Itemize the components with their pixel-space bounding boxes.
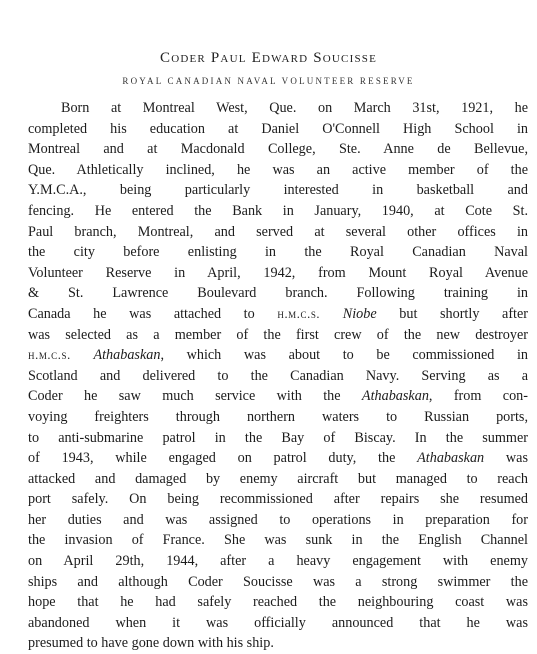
text-line: ships and although Coder Soucisse was a strong swimmer the	[28, 573, 528, 590]
text-line: was selected as a member of the first crew of the new destroyer	[28, 326, 528, 343]
ship-name-niobe: Niobe	[342, 305, 377, 322]
text-line: the city before enlisting in the Royal Canadian Naval	[28, 244, 528, 261]
page-title: Coder Paul Edward Soucisse	[159, 50, 378, 66]
text-line: port safely. On being recommissioned after repairs she resumed	[28, 491, 528, 508]
text-line: Paul branch, Montreal, and served at several other offices in	[28, 223, 528, 240]
text-line: Que. Athletically inclined, he was an active member of the	[28, 161, 528, 178]
ship-prefix: h.m.c.s.	[277, 306, 321, 321]
text-line: h.m.c.s. Athabaskan, which was about to be commissioned in	[28, 347, 529, 364]
text-line: abandoned when it was officially announced that he was	[28, 614, 528, 631]
text-line: & St. Lawrence Boulevard branch. Following training in	[28, 285, 528, 302]
body-paragraph	[28, 98, 528, 654]
text-line: voying freighters through northern waters to Russian ports,	[28, 408, 528, 425]
text-line: to anti-submarine patrol in the Bay of Biscay. In the summer	[28, 429, 528, 446]
text-line: of 1943, while engaged on patrol duty, the Athabaskan was	[28, 450, 528, 467]
text-line: Coder he saw much service with the Athabaskan, from con-	[28, 388, 528, 405]
text-line: attacked and damaged by enemy aircraft but managed to reach	[28, 470, 528, 487]
text-line: presumed to have gone down with his ship.	[28, 635, 274, 652]
text-line: hope that he had safely reached the neighbouring coast was	[28, 594, 528, 611]
text-line: Y.M.C.A., being particularly interested in basketball and	[28, 182, 528, 199]
text-line: completed his education at Daniel O'Connell High School in	[28, 120, 528, 137]
text-line: the invasion of France. She was sunk in the English Channel	[28, 532, 528, 549]
text-line: Born at Montreal West, Que. on March 31st, 1921, he	[61, 100, 528, 116]
text-line: Volunteer Reserve in April, 1942, from Mount Royal Avenue	[28, 264, 528, 281]
text-line: on April 29th, 1944, after a heavy engagement with enemy	[28, 553, 528, 570]
ship-name-athabaskan: Athabaskan	[361, 388, 429, 405]
text-line: Canada he was attached to h.m.c.s. Niobe but shortly after	[28, 305, 529, 322]
page-subtitle: ROYAL CANADIAN NAVAL VOLUNTEER RESERVE	[122, 76, 415, 86]
text-line: fencing. He entered the Bank in January, 1940, at Cote St.	[28, 202, 528, 219]
ship-name-athabaskan: Athabaskan	[93, 347, 161, 364]
text-line: Montreal and at Macdonald College, Ste. Anne de Bellevue,	[28, 141, 528, 158]
ship-name-athabaskan: Athabaskan	[417, 450, 485, 467]
text-line: her duties and was assigned to operations in preparation for	[28, 511, 528, 528]
ship-prefix: h.m.c.s.	[28, 348, 71, 363]
text-line: Scotland and delivered to the Canadian Navy. Serving as a	[28, 367, 528, 384]
